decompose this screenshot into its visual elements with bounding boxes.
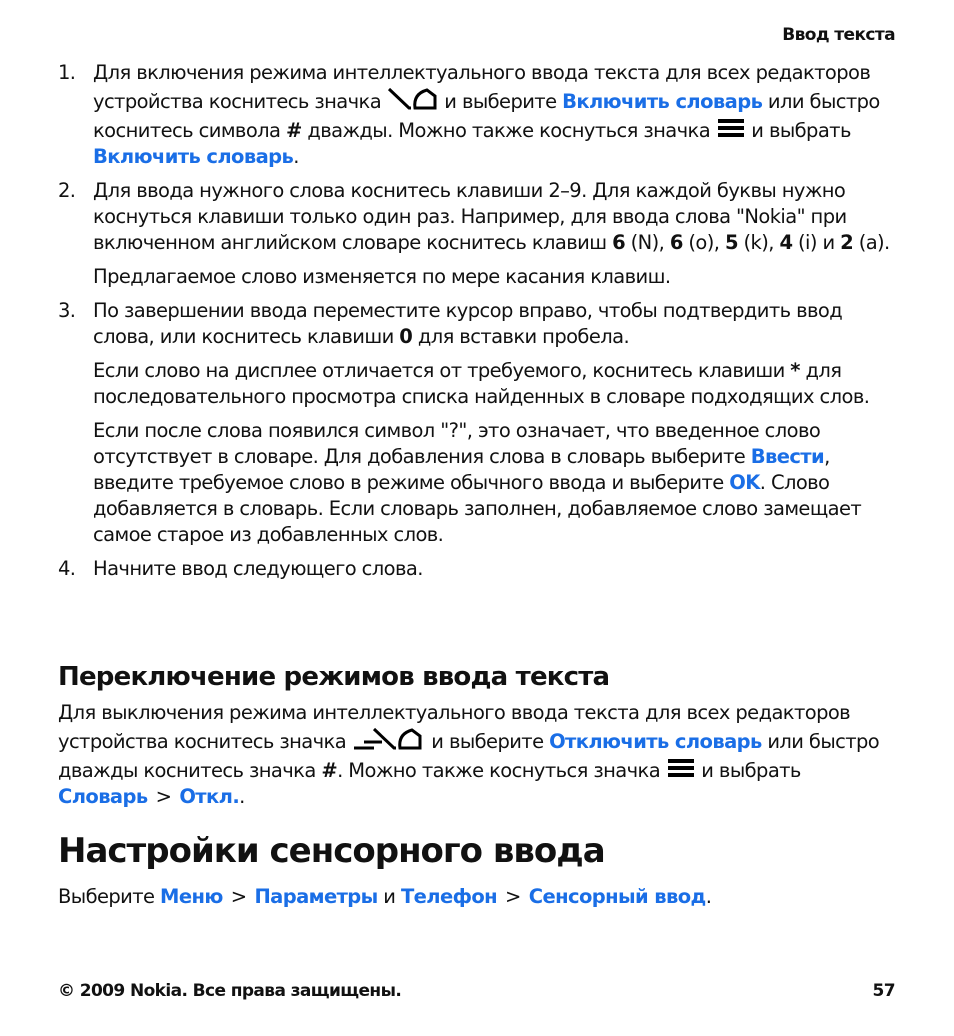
link-touch-input[interactable]: Сенсорный ввод	[528, 885, 706, 908]
section-paragraph: Для выключения режима интеллектуального ввода текста для всех редакторов устройства коснитесь значка и выберите Отключить словарь или быстро дважды коснитесь значка #. Можно также коснуться значка и выбрать Словарь > Откл..	[58, 701, 880, 808]
link-enable-dictionary-2[interactable]: Включить словарь	[93, 145, 294, 168]
link-enable-dictionary[interactable]: Включить словарь	[562, 90, 763, 113]
page-number: 57	[872, 981, 895, 1001]
copyright: © 2009 Nokia. Все права защищены.	[58, 981, 402, 1001]
link-menu[interactable]: Меню	[160, 885, 223, 908]
link-enter[interactable]: Ввести	[750, 445, 825, 468]
link-settings[interactable]: Параметры	[254, 885, 378, 908]
predictive-off-icon	[352, 726, 426, 752]
page-heading: Настройки сенсорного ввода	[58, 831, 605, 871]
running-header: Ввод текста	[782, 25, 895, 45]
link-off[interactable]: Откл.	[179, 785, 240, 808]
menu-icon	[716, 115, 746, 141]
steps-list	[58, 60, 898, 590]
navigation-path: Выберите Меню > Параметры и Телефон > Сенсорный ввод.	[58, 885, 712, 908]
section-heading: Переключение режимов ввода текста	[58, 662, 610, 692]
step-4: 4. Начните ввод следующего слова.	[58, 557, 423, 580]
step-1: 1. Для включения режима интеллектуального ввода текста для всех редакторов устройства коснитесь значка и выберите Включить словарь или быстро коснитесь символа # дважды. Можно также коснуться значка и выбрать Включить словарь.	[58, 61, 880, 168]
menu-icon	[666, 755, 696, 781]
step-2: 2. Для ввода нужного слова коснитесь клавиши 2–9. Для каждой буквы нужно коснуться клавиши только один раз. Например, для ввода слова "Nokia" при включенном английском словаре коснитесь клавиш 6 (N), 6 (o), 5 (k), 4 (i) и 2 (a). Предлагаемое слово изменяется по мере касания клавиш.	[58, 179, 890, 288]
link-dictionary[interactable]: Словарь	[58, 785, 148, 808]
link-ok[interactable]: OK	[729, 471, 760, 494]
link-phone[interactable]: Телефон	[400, 885, 498, 908]
step-3: 3. По завершении ввода переместите курсор вправо, чтобы подтвердить ввод слова, или коснитесь клавиши 0 для вставки пробела. Если слово на дисплее отличается от требуемого, коснитесь клавиши * для последовательного просмотра списка найденных в словаре подходящих слов. Если после слова появился символ "?", это означает, что введенное слово отсутствует в словаре. Для добавления слова в словарь выберите Ввести, введите требуемое слово в режиме обычного ввода и выберите OK. Слово добавляется в словарь. Если словарь заполнен, добавляемое слово замещает самое старое из добавленных слов.	[58, 299, 870, 546]
predictive-input-icon	[387, 86, 439, 112]
link-disable-dictionary[interactable]: Отключить словарь	[549, 730, 762, 753]
